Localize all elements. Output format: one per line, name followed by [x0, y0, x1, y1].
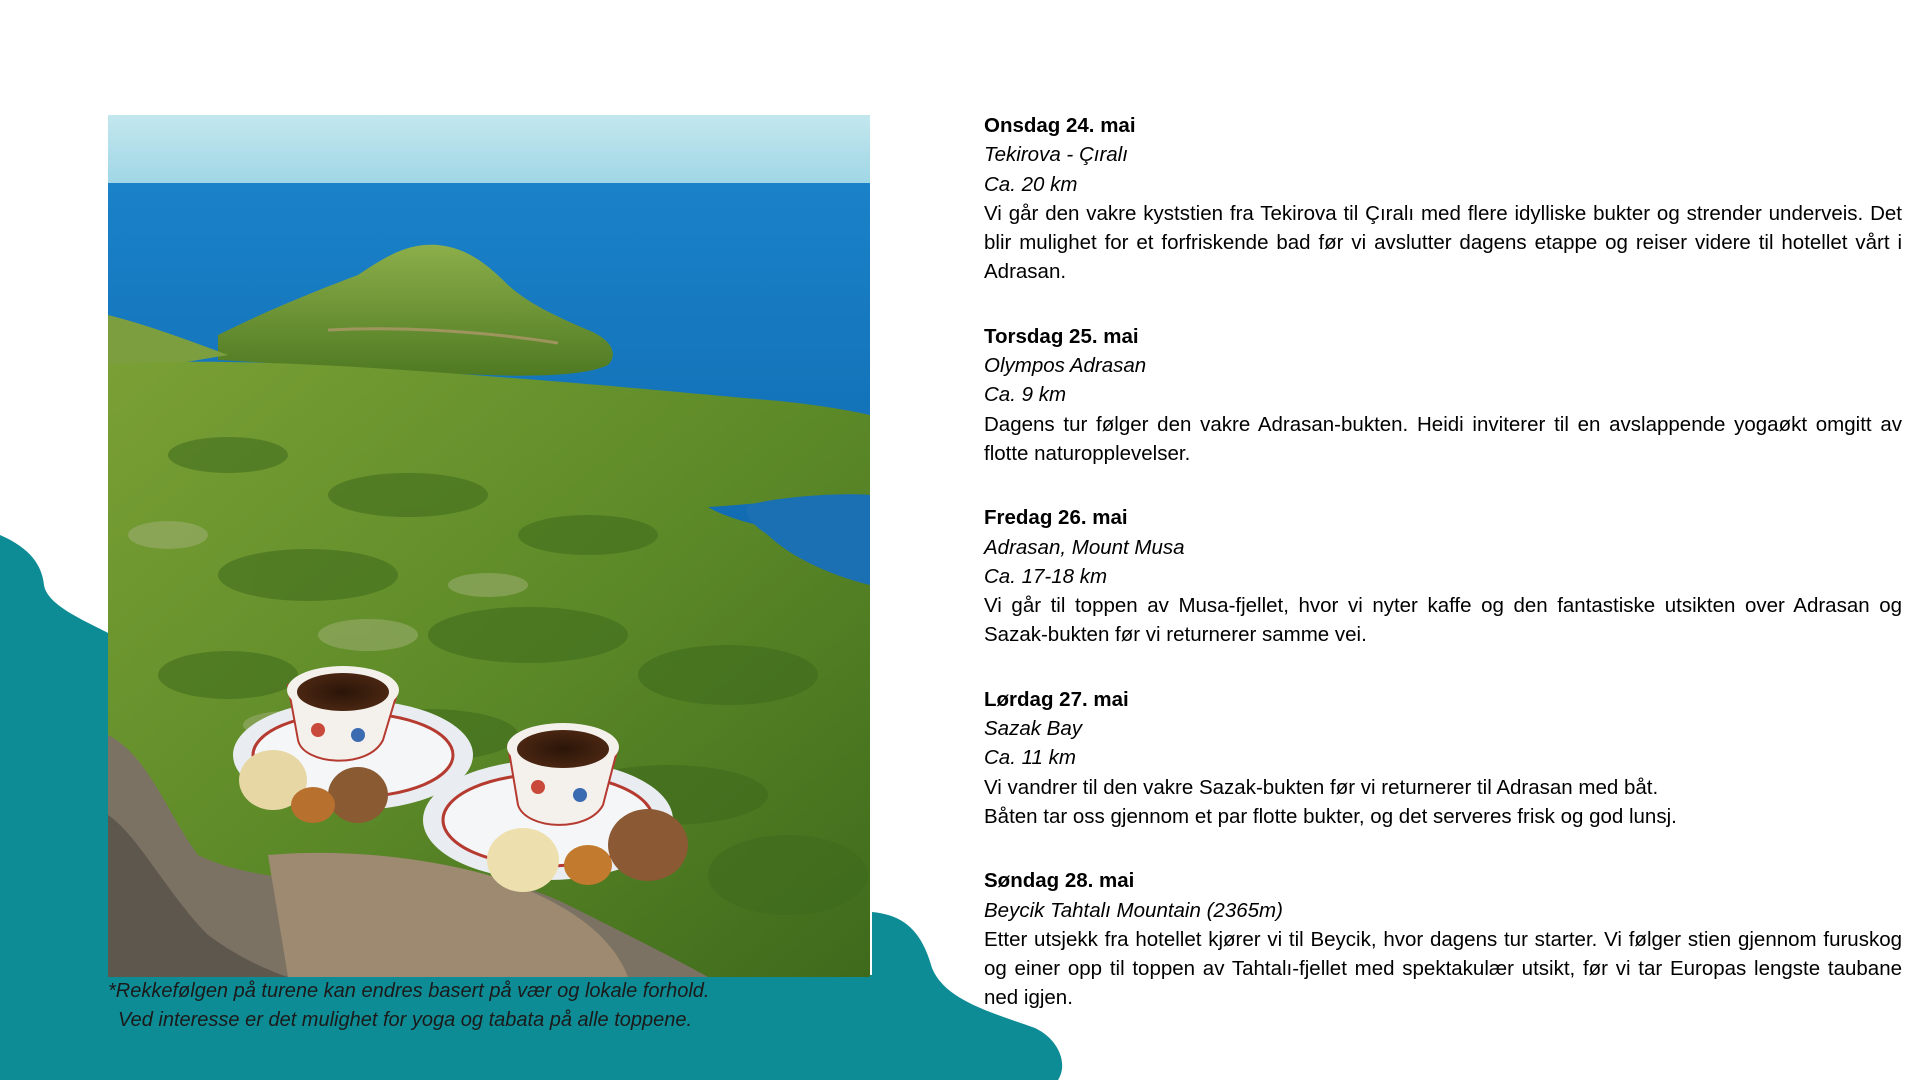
day-route: Olympos Adrasan — [984, 354, 1147, 378]
day-distance: Ca. 17-18 km — [984, 564, 1108, 588]
day-item-onsdag — [984, 111, 1902, 287]
day-title: Søndag 28. mai — [984, 869, 1135, 893]
day-description: Vi vandrer til den vakre Sazak-bukten før vi returnerer til Adrasan med båt. — [984, 775, 1659, 799]
day-distance: Ca. 11 km — [984, 746, 1076, 770]
day-route: Beycik Tahtalı Mountain (2365m) — [984, 898, 1283, 922]
day-distance: Ca. 9 km — [984, 383, 1067, 407]
day-item-sondag — [984, 866, 1902, 1012]
day-route: Tekirova - Çıralı — [984, 143, 1128, 167]
caption-line-1: *Rekkefølgen på turene kan endres basert på vær og lokale forhold. — [108, 980, 710, 1002]
day-title: Fredag 26. mai — [984, 506, 1128, 530]
day-title: Onsdag 24. mai — [984, 114, 1136, 137]
day-title: Lørdag 27. mai — [984, 687, 1129, 711]
itinerary-list — [984, 111, 1902, 1048]
day-item-torsdag — [984, 322, 1902, 468]
day-route: Adrasan, Mount Musa — [984, 535, 1185, 559]
day-distance: Ca. 20 km — [984, 172, 1078, 196]
day-description-extra: Båten tar oss gjennom et par flotte bukter, og det serveres frisk og god lunsj. — [984, 804, 1677, 828]
day-description: Etter utsjekk fra hotellet kjører vi til Beycik, hvor dagens tur starter. Vi følger stien gjennom furuskog og einer opp til toppen av Tahtalı-fjellet med spektakulær utsikt, før vi tar Europas lengste taubane ned igjen. — [984, 927, 1902, 1010]
day-description: Dagens tur følger den vakre Adrasan-bukten. Heidi inviterer til en avslappende yogaøkt omgitt av flotte naturopplevelser. — [984, 412, 1902, 465]
caption-line-2: Ved interesse er det mulighet for yoga og tabata på alle toppene. — [118, 1009, 693, 1031]
day-route: Sazak Bay — [984, 717, 1082, 741]
day-description: Vi går den vakre kyststien fra Tekirova til Çıralı med flere idylliske bukter og strender underveis. Det blir mulighet for et forfriskende bad før vi avslutter dagens etappe og reiser videre til hotellet vårt i Adrasan. — [984, 201, 1902, 284]
day-title: Torsdag 25. mai — [984, 324, 1139, 348]
photo-caption — [108, 977, 868, 1035]
day-description: Vi går til toppen av Musa-fjellet, hvor vi nyter kaffe og den fantastiske utsikten over Adrasan og Sazak-bukten før vi returnerer samme vei. — [984, 594, 1902, 647]
day-item-lordag — [984, 685, 1902, 831]
mountain-coffee-photo — [108, 115, 870, 977]
day-item-fredag — [984, 503, 1902, 649]
